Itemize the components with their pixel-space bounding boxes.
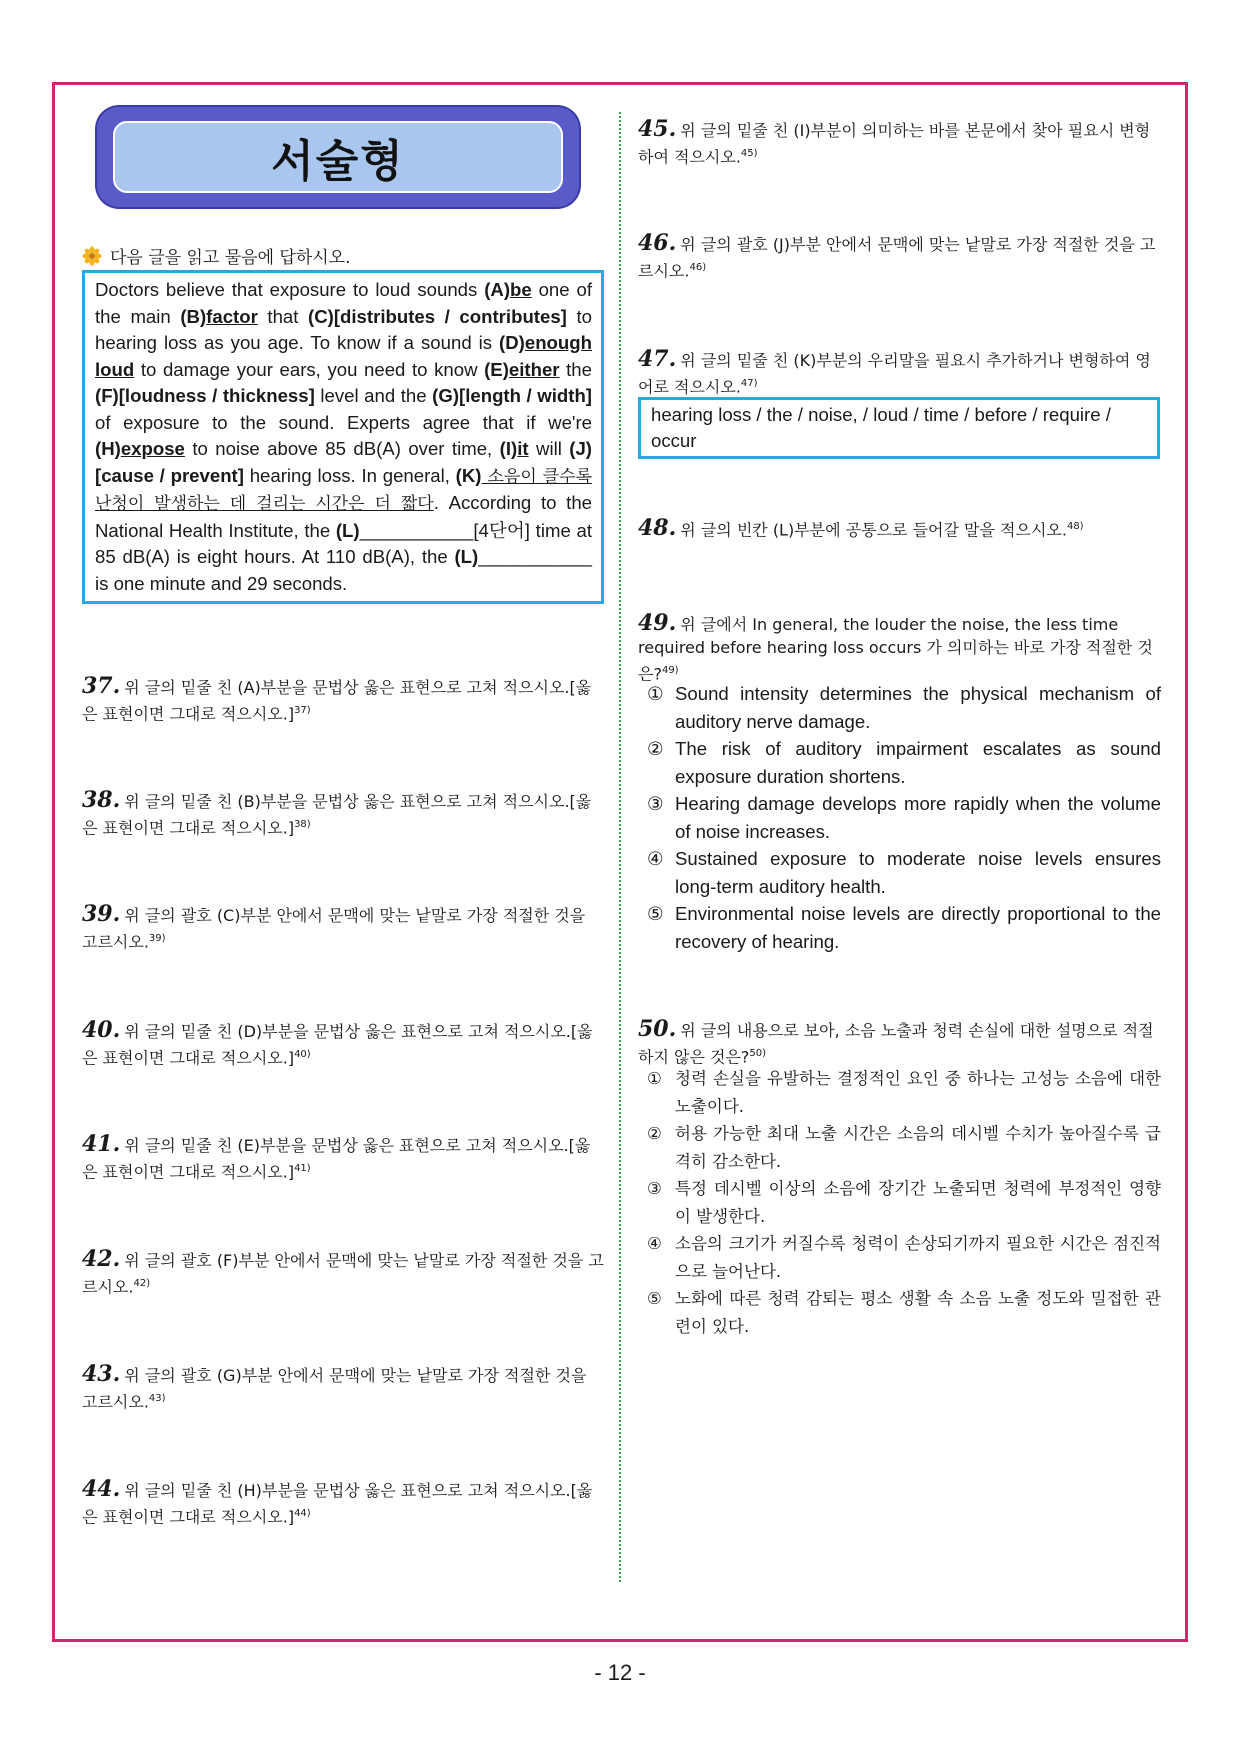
marker-d: (D) [499, 332, 525, 353]
footnote-ref: 50) [749, 1048, 767, 1059]
footnote-ref: 44) [294, 1508, 311, 1519]
footnote-ref: 43) [148, 1393, 166, 1404]
option-3[interactable] [647, 790, 1161, 845]
marker-h: (H) [95, 438, 121, 459]
column-divider [619, 112, 621, 1582]
option-mark: ② [647, 738, 664, 759]
passage-text: is one minute and 29 seconds. [95, 572, 348, 594]
option-4[interactable] [647, 845, 1161, 900]
bracket-f: (F)[loudness / thickness] [95, 385, 315, 406]
passage-text: Doctors believe that exposure to loud sounds [95, 279, 485, 300]
option-mark: ④ [647, 1234, 662, 1253]
word-bank-box [638, 397, 1160, 459]
question-49 [638, 612, 1160, 685]
instruction [82, 243, 351, 268]
footnote-ref: 37) [294, 705, 311, 716]
underlined-i: it [517, 438, 529, 459]
underlined-b: factor [206, 305, 258, 327]
question-text: 위 글의 밑줄 친 (I)부분이 의미하는 바를 본문에서 찾아 필요시 변형하여 적으시오. [638, 121, 1151, 167]
word-bank: hearing loss / the / noise, / loud / time / before / require / occur [651, 404, 1111, 451]
passage-text: level and the [314, 385, 433, 406]
passage-text: to noise above 85 dB(A) over time, [184, 438, 500, 459]
underlined-h: expose [120, 438, 185, 459]
option-mark: ④ [647, 848, 664, 869]
passage-text: will [528, 438, 570, 459]
passage-text: hearing loss. In general, [243, 464, 456, 486]
bracket-j: (J)[cause / prevent] [95, 438, 592, 486]
underlined-e: either [508, 358, 560, 380]
blank-l: ___________ [359, 519, 474, 541]
passage-text: of exposure to the sound. Experts agree that if we're [95, 411, 592, 433]
footnote-ref: 38) [294, 819, 311, 830]
instruction-text: 다음 글을 읽고 물음에 답하시오. [110, 248, 351, 268]
question-41 [82, 1133, 604, 1183]
question-39 [82, 903, 604, 953]
question-46 [638, 232, 1160, 282]
passage-text: one of the main [95, 279, 592, 327]
blank-l-marker: (L) [335, 519, 360, 541]
bracket-c: (C)[distributes / contributes] [308, 305, 567, 327]
footnote-ref: 41) [294, 1163, 311, 1174]
question-number: 37. [82, 673, 121, 699]
question-text: 위 글의 빈칸 (L)부분에 공통으로 들어갈 말을 적으시오. [680, 520, 1067, 540]
question-number: 47. [638, 346, 677, 372]
footnote-ref: 40) [294, 1049, 311, 1060]
option-text: 허용 가능한 최대 노출 시간은 소음의 데시벨 수치가 높아질수록 급격히 감소한다. [675, 1124, 1161, 1171]
question-43 [82, 1363, 604, 1413]
option-mark: ③ [647, 1179, 662, 1198]
passage-text: the [559, 358, 592, 380]
option-mark: ① [647, 1069, 662, 1088]
passage-text: time at 85 dB(A) is eight hours. At 110 dB(A), the [95, 519, 592, 567]
question-text: 위 글의 괄호 (J)부분 안에서 문맥에 맞는 낱말로 가장 적절한 것을 고르시오. [638, 235, 1156, 281]
footnote-ref: 39) [148, 933, 166, 944]
question-40 [82, 1019, 604, 1069]
question-number: 48. [638, 515, 677, 542]
question-number: 50. [638, 1016, 677, 1042]
option-3[interactable] [647, 1175, 1161, 1230]
option-text: Environmental noise levels are directly proportional to the recovery of hearing. [675, 903, 1161, 952]
question-text: 위 글의 괄호 (C)부분 안에서 문맥에 맞는 낱말로 가장 적절한 것을 고르시오. [82, 906, 586, 952]
question-45 [638, 118, 1160, 168]
question-number: 40. [82, 1017, 121, 1043]
question-38 [82, 789, 604, 839]
footnote-ref: 47) [740, 378, 758, 389]
footnote-ref: 46) [689, 262, 707, 273]
question-number: 43. [82, 1361, 121, 1387]
question-number: 46. [638, 230, 677, 256]
option-text: 소음의 크기가 커질수록 청력이 손상되기까지 필요한 시간은 점진적으로 늘어난다. [675, 1234, 1161, 1281]
blank-hint: [4단어] [473, 519, 530, 541]
question-text: 위 글에서 In general, the louder the noise, the less time required before hearing loss occurs 가 의미하는 바로 가장 적절한 것은? [638, 615, 1153, 684]
question-text: 위 글의 괄호 (F)부분 안에서 문맥에 맞는 낱말로 가장 적절한 것을 고르시오. [82, 1251, 604, 1297]
question-number: 41. [82, 1131, 121, 1157]
option-text: 특정 데시벨 이상의 소음에 장기간 노출되면 청력에 부정적인 영향이 발생한다. [675, 1179, 1161, 1226]
question-number: 44. [82, 1476, 121, 1502]
question-47 [638, 348, 1160, 398]
blank-l-marker: (L) [454, 546, 479, 567]
marker-a: (A) [484, 279, 511, 300]
option-5[interactable] [647, 1285, 1161, 1340]
page-number: - 12 - [594, 1660, 646, 1685]
q50-options [647, 1065, 1161, 1340]
option-mark: ⑤ [647, 1289, 662, 1308]
option-text: Sound intensity determines the physical mechanism of auditory nerve damage. [675, 683, 1161, 732]
option-text: Sustained exposure to moderate noise levels ensures long-term auditory health. [675, 848, 1161, 897]
passage-text: to hearing loss as you age. To know if a sound is [95, 305, 592, 353]
question-text: 위 글의 내용으로 보아, 소음 노출과 청력 손실에 대한 설명으로 적절하지 않은 것은? [638, 1021, 1154, 1067]
question-number: 49. [638, 610, 677, 636]
option-5[interactable] [647, 900, 1161, 955]
question-text: 위 글의 밑줄 친 (B)부분을 문법상 옳은 표현으로 고쳐 적으시오.[옳은 표현이면 그대로 적으시오.] [82, 792, 592, 838]
question-text: 위 글의 밑줄 친 (A)부분을 문법상 옳은 표현으로 고쳐 적으시오.[옳은 표현이면 그대로 적으시오.] [82, 678, 592, 724]
question-text: 위 글의 밑줄 친 (K)부분의 우리말을 필요시 추가하거나 변형하여 영어로 적으시오. [638, 351, 1151, 397]
underlined-k: 소음이 클수록 난청이 발생하는 데 걸리는 시간은 더 짧다 [95, 466, 592, 514]
question-number: 42. [82, 1246, 121, 1272]
passage-text: that [257, 305, 309, 327]
question-number: 39. [82, 901, 121, 927]
option-text: 청력 손실을 유발하는 결정적인 요인 중 하나는 고성능 소음에 대한 노출이다. [675, 1069, 1161, 1116]
option-text: Hearing damage develops more rapidly when the volume of noise increases. [675, 793, 1161, 842]
marker-b: (B) [180, 305, 207, 327]
footnote-ref: 48) [1066, 521, 1084, 532]
question-50 [638, 1018, 1160, 1068]
option-mark: ③ [647, 793, 664, 814]
q49-options [647, 680, 1161, 955]
option-mark: ⑤ [647, 903, 664, 924]
option-4[interactable] [647, 1230, 1161, 1285]
question-text: 위 글의 밑줄 친 (H)부분을 문법상 옳은 표현으로 고쳐 적으시오.[옳은 표현이면 그대로 적으시오.] [82, 1481, 593, 1527]
question-37 [82, 675, 604, 725]
marker-e: (E) [484, 358, 509, 380]
passage-text: to damage your ears, you need to know [134, 358, 485, 380]
option-1[interactable] [647, 680, 1161, 735]
reading-passage [82, 270, 604, 604]
blank-l: ___________ [478, 546, 592, 567]
bracket-g: (G)[length / width] [432, 385, 592, 406]
question-48 [638, 515, 1160, 541]
footnote-ref: 45) [740, 148, 758, 159]
question-42 [82, 1248, 604, 1298]
underlined-a: be [510, 279, 532, 300]
option-2[interactable] [647, 1120, 1161, 1175]
marker-k: (K) [455, 464, 482, 486]
footnote-ref: 49) [661, 665, 679, 676]
marker-i: (I) [499, 438, 518, 459]
footnote-ref: 42) [133, 1278, 151, 1289]
question-44 [82, 1478, 604, 1528]
question-number: 45. [638, 116, 677, 142]
question-number: 38. [82, 787, 121, 813]
question-text: 위 글의 괄호 (G)부분 안에서 문맥에 맞는 낱말로 가장 적절한 것을 고르시오. [82, 1366, 587, 1412]
option-1[interactable] [647, 1065, 1161, 1120]
option-2[interactable] [647, 735, 1161, 790]
flower-icon [82, 246, 102, 266]
option-text: The risk of auditory impairment escalates as sound exposure duration shortens. [675, 738, 1161, 787]
question-text: 위 글의 밑줄 친 (E)부분을 문법상 옳은 표현으로 고쳐 적으시오.[옳은 표현이면 그대로 적으시오.] [82, 1136, 591, 1182]
option-text: 노화에 따른 청력 감퇴는 평소 생활 속 소음 노출 정도와 밀접한 관련이 있다. [675, 1289, 1161, 1336]
question-text: 위 글의 밑줄 친 (D)부분을 문법상 옳은 표현으로 고쳐 적으시오.[옳은 표현이면 그대로 적으시오.] [82, 1022, 593, 1068]
option-mark: ① [647, 683, 664, 704]
option-mark: ② [647, 1124, 662, 1143]
underlined-d: enough loud [95, 332, 592, 380]
section-title: 서술형 [113, 121, 563, 193]
passage-text: . According to the National Health Institute, the [95, 492, 592, 541]
